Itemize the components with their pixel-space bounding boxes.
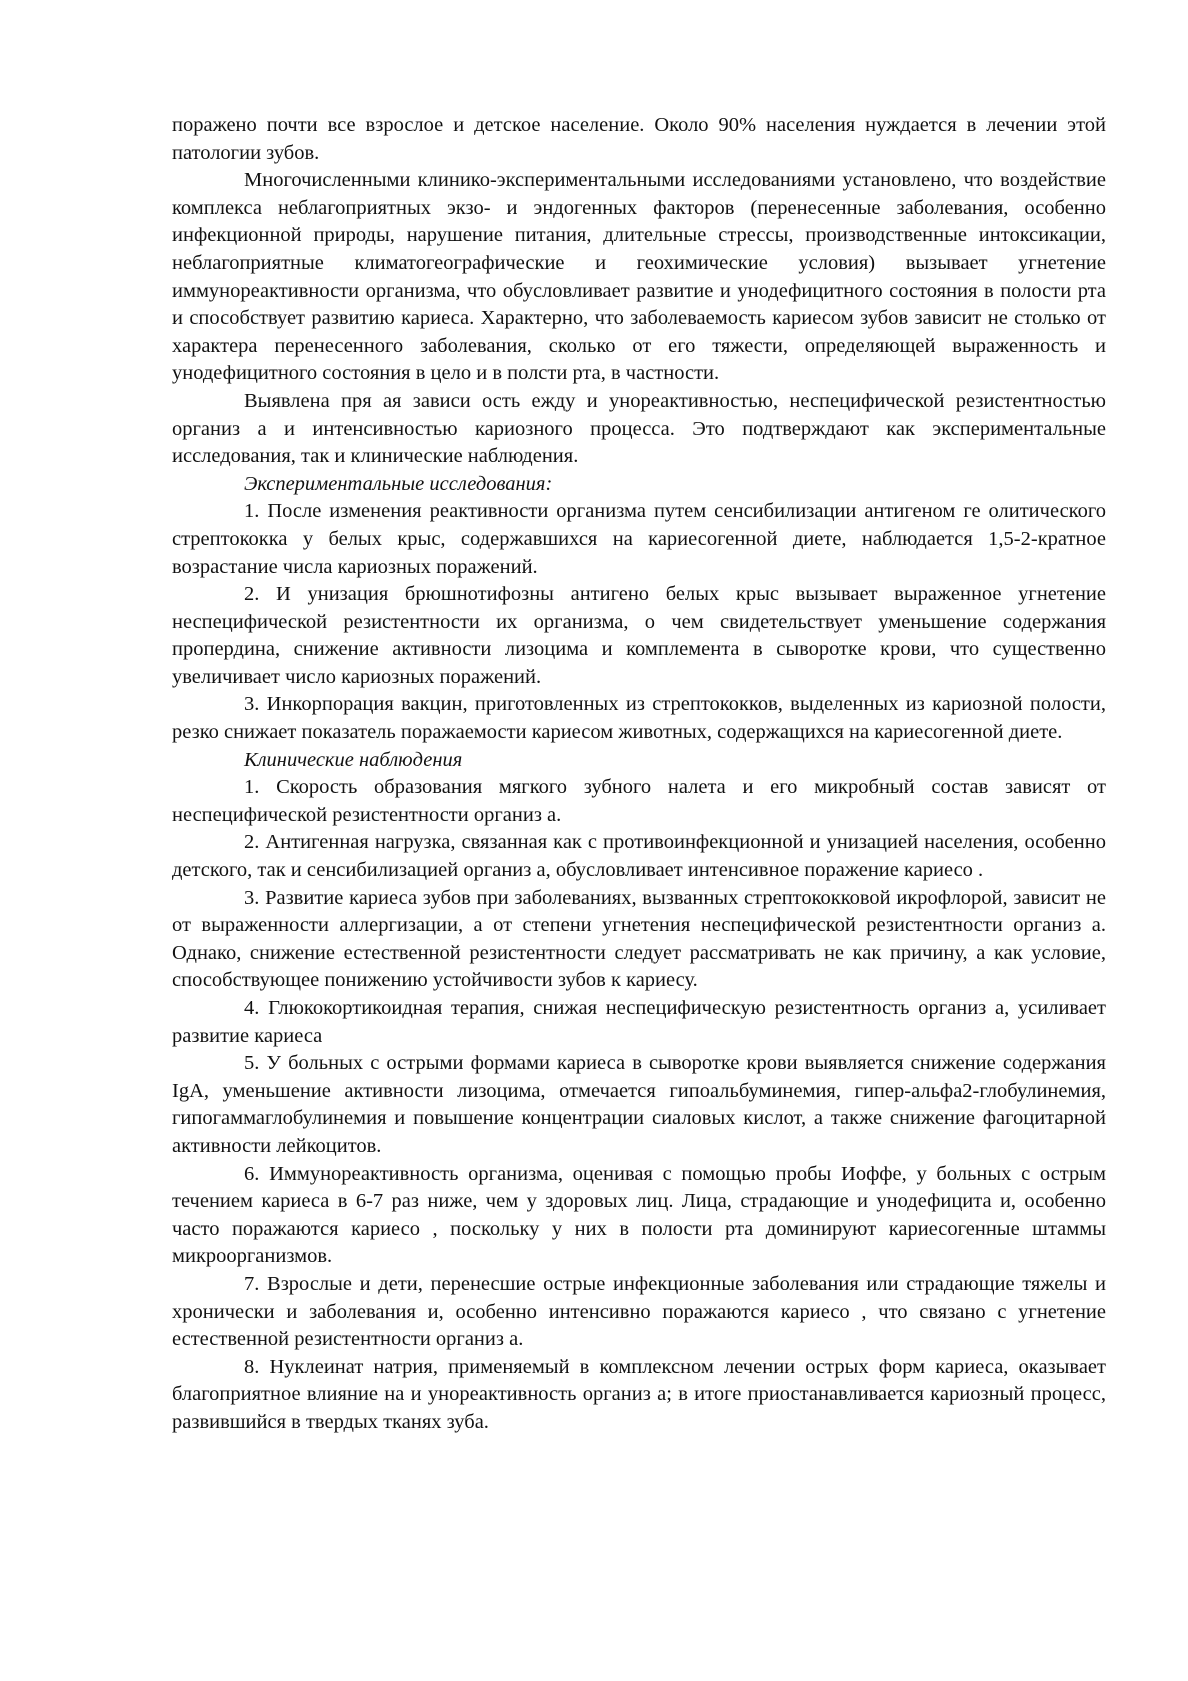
list-item-clinical-7: 7. Взрослые и дети, перенесшие острые инфекционные заболевания или страдающие тяжелы и хронически и заболевания и, особенно интенсивно поражаются кариесо , что связано с угнетение естественной резистентности организ а. xyxy=(172,1272,1106,1351)
paragraph-dependency: Выявлена пря ая зависи ость ежду и унореактивностью, неспецифической резистентностью организ а и интенсивностью кариозного процесса. Это подтверждают как экспериментальные исследования, так и клинические наблюдения. xyxy=(172,389,1106,468)
list-item-experimental-1: 1. После изменения реактивности организма путем сенсибилизации антигеном ге олитического стрептококка у белых крыс, содержавшихся на кариесогенной диете, наблюдается 1,5-2-кратное возрастание числа кариозных поражений. xyxy=(172,500,1106,578)
list-item-clinical-3: 3. Развитие кариеса зубов при заболеваниях, вызванных стрептококковой икрофлорой, зависит не от выраженности аллергизации, а от степени угнетения неспецифической резистентности организ а. Однако, снижение естественной резистентности следует рассматривать не как причину, а как условие, способствующее понижению устойчивости зубов к кариесу. xyxy=(172,886,1106,992)
list-item-clinical-8: 8. Нуклеинат натрия, применяемый в комплексном лечении острых форм кариеса, оказывает благоприятное влияние на и унореактивность организ а; в итоге приостанавливается кариозный процесс, развившийся в твердых тканях зуба. xyxy=(172,1355,1106,1433)
list-item-clinical-2: 2. Антигенная нагрузка, связанная как с противоинфекционной и унизацией населения, особенно детского, так и сенсибилизацией организ а, обусловливает интенсивное поражение кариесо . xyxy=(172,831,1106,882)
heading-experimental-studies: Экспериментальные исследования: xyxy=(244,472,553,495)
document-page xyxy=(172,112,1106,1437)
list-item-clinical-5: 5. У больных с острыми формами кариеса в сыворотке крови выявляется снижение содержания IgA, уменьшение активности лизоцима, отмечается гипоальбуминемия, гипер-альфа2-глобулинемия, гипогаммаглобулинемия и повышение концентрации сиаловых кислот, а также снижение фагоцитарной активности лейкоцитов. xyxy=(172,1052,1106,1157)
list-item-experimental-3: 3. Инкорпорация вакцин, приготовленных из стрептококков, выделенных из кариозной полости, резко снижает показатель поражаемости кариесом животных, содержащихся на кариесогенной диете. xyxy=(172,693,1106,744)
list-item-clinical-1: 1. Скорость образования мягкого зубного налета и его микробный состав зависят от неспецифической резистентности организ а. xyxy=(172,776,1106,826)
heading-clinical-observations: Клинические наблюдения xyxy=(244,748,463,771)
list-item-clinical-6: 6. Иммунореактивность организма, оценивая с помощью пробы Иоффе, у больных с острым течением кариеса в 6-7 раз ниже, чем у здоровых лиц. Лица, страдающие и унодефицита и, особенно часто поражаются кариесо , поскольку у них в полости рта доминируют кариесогенные штаммы микроорганизмов. xyxy=(172,1162,1106,1268)
list-item-clinical-4: 4. Глюкокортикоидная терапия, снижая неспецифическую резистентность организ а, усиливает развитие кариеса xyxy=(172,997,1106,1047)
paragraph-intro: поражено почти все взрослое и детское население. Около 90% населения нуждается в лечении этой патологии зубов. xyxy=(172,114,1106,164)
paragraph-research-findings: Многочисленными клинико-экспериментальными исследованиями установлено, что воздействие комплекса неблагоприятных экзо- и эндогенных факторов (перенесенные заболевания, особенно инфекционной природы, нарушение питания, длительные стрессы, производственные интоксикации, неблагоприятные климатогеографические и геохимические условия) вызывает угнетение иммунореактивности организма, что обусловливает развитие и унодефицитного состояния в полости рта и способствует развитию кариеса. Характерно, что заболеваемость кариесом зубов зависит не столько от характера перенесенного заболевания, сколько от его тяжести, определяющей выраженность и унодефицитного состояния в цело и в полсти рта, в частности. xyxy=(172,169,1106,385)
list-item-experimental-2: 2. И унизация брюшнотифозны антигено белых крыс вызывает выраженное угнетение неспецифической резистентности их организма, о чем свидетельствует уменьшение содержания пропердина, снижение активности лизоцима и комплемента в сыворотке крови, что существенно увеличивает число кариозных поражений. xyxy=(172,583,1106,688)
